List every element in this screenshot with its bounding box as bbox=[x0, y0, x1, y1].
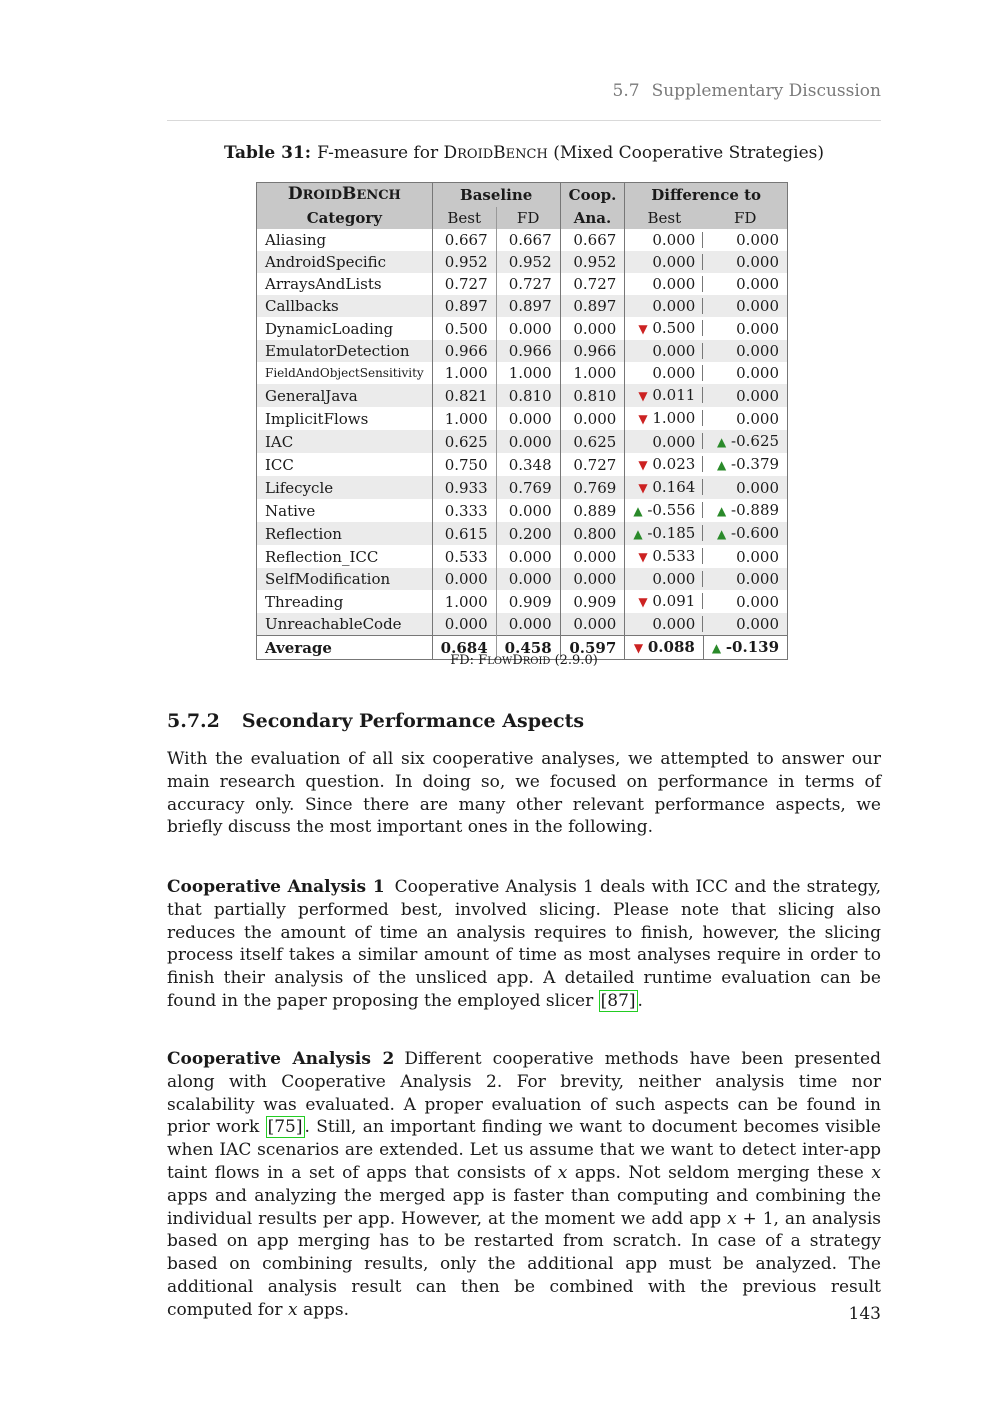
baseline-fd-cell: 0.000 bbox=[496, 545, 560, 568]
diff-fd-cell: ▲ -0.139 bbox=[703, 636, 787, 660]
table-row bbox=[257, 499, 788, 522]
intro-paragraph: With the evaluation of all six cooperative analyses, we attempted to answer our main research question. In doing so, we focused on performance in terms of accuracy only. Since there are many other relevant performance aspects, we briefly discuss the most important ones in the following. bbox=[167, 749, 881, 838]
baseline-fd-cell: 0.909 bbox=[496, 590, 560, 613]
header-baseline-fd: FD bbox=[496, 207, 560, 229]
running-header bbox=[167, 78, 881, 121]
table-row bbox=[257, 430, 788, 453]
baseline-fd-cell: 0.000 bbox=[496, 407, 560, 430]
baseline-fd-cell: 0.348 bbox=[496, 453, 560, 476]
diff-fd-cell: 0.000 bbox=[703, 568, 787, 590]
arrow-down-icon: ▼ bbox=[633, 641, 644, 655]
baseline-best-cell: 0.897 bbox=[432, 295, 496, 317]
caption-text: F-measure for bbox=[317, 143, 444, 163]
baseline-best-cell: 0.821 bbox=[432, 384, 496, 407]
category-cell: ArraysAndLists bbox=[257, 273, 433, 295]
baseline-best-cell: 0.933 bbox=[432, 476, 496, 499]
baseline-best-cell: 0.333 bbox=[432, 499, 496, 522]
diff-best-cell: ▲ -0.556 bbox=[625, 499, 704, 522]
diff-fd-cell: 0.000 bbox=[703, 273, 787, 295]
table-row bbox=[257, 273, 788, 295]
diff-fd-cell: ▲ -0.889 bbox=[703, 499, 787, 522]
category-cell: AndroidSpecific bbox=[257, 251, 433, 273]
diff-fd-cell: 0.000 bbox=[703, 317, 787, 340]
table-row bbox=[257, 568, 788, 590]
coop-cell: 0.597 bbox=[560, 636, 625, 660]
category-cell: Aliasing bbox=[257, 229, 433, 251]
paragraph-ca1: Cooperative Analysis 1 Cooperative Analysis 1 deals with ICC and the strategy, that partially performed best, involved slicing. Please note that slicing also reduces the amount of time an analysis requires to finish, however, the slicing process itself takes a similar amount of time as most analyses require in order to finish their analysis of the unsliced app. A detailed runtime evaluation can be found in the paper proposing the employed slicer [87] . bbox=[167, 877, 881, 1011]
baseline-best-cell: 0.667 bbox=[432, 229, 496, 251]
category-cell: Reflection bbox=[257, 522, 433, 545]
table-row bbox=[257, 476, 788, 499]
paragraph-text: Different cooperative methods have been presented along with Cooperative Analysis 2. For brevity, neither analysis time nor scalability was evaluated. A proper evaluation of such aspects can be found in prior work bbox=[167, 1049, 881, 1138]
diff-best-cell: 0.000 bbox=[625, 251, 704, 273]
diff-fd-cell: 0.000 bbox=[703, 407, 787, 430]
category-cell: FieldAndObjectSensitivity bbox=[257, 362, 433, 384]
baseline-fd-cell: 0.000 bbox=[496, 613, 560, 636]
baseline-best-cell: 0.727 bbox=[432, 273, 496, 295]
coop-cell: 0.667 bbox=[560, 229, 625, 251]
coop-cell: 1.000 bbox=[560, 362, 625, 384]
table-row bbox=[257, 229, 788, 251]
diff-best-cell: ▼ 0.164 bbox=[625, 476, 704, 499]
category-cell: UnreachableCode bbox=[257, 613, 433, 636]
diff-best-cell: 0.000 bbox=[625, 229, 704, 251]
diff-fd-cell: 0.000 bbox=[703, 362, 787, 384]
citation-link[interactable]: [75] bbox=[267, 1117, 303, 1138]
arrow-up-icon: ▲ bbox=[717, 458, 727, 472]
arrow-down-icon: ▼ bbox=[638, 481, 648, 495]
arrow-up-icon: ▲ bbox=[711, 641, 722, 655]
header-baseline-best: Best bbox=[432, 207, 496, 229]
diff-best-cell: 0.000 bbox=[625, 430, 704, 453]
category-cell: Average bbox=[257, 636, 433, 660]
baseline-best-cell: 1.000 bbox=[432, 407, 496, 430]
category-cell: Reflection_ICC bbox=[257, 545, 433, 568]
arrow-down-icon: ▼ bbox=[638, 458, 648, 472]
diff-fd-cell: 0.000 bbox=[703, 229, 787, 251]
arrow-up-icon: ▲ bbox=[633, 504, 643, 518]
table-row bbox=[257, 317, 788, 340]
coop-cell: 0.800 bbox=[560, 522, 625, 545]
arrow-down-icon: ▼ bbox=[638, 550, 648, 564]
baseline-fd-cell: 0.000 bbox=[496, 568, 560, 590]
category-cell: ICC bbox=[257, 453, 433, 476]
diff-best-cell: 0.000 bbox=[625, 568, 704, 590]
baseline-fd-cell: 0.810 bbox=[496, 384, 560, 407]
header-coop-top: Coop. bbox=[560, 183, 625, 208]
coop-cell: 0.769 bbox=[560, 476, 625, 499]
results-table bbox=[256, 182, 788, 660]
table-row bbox=[257, 362, 788, 384]
baseline-fd-cell: 1.000 bbox=[496, 362, 560, 384]
table-row bbox=[257, 453, 788, 476]
baseline-fd-cell: 0.000 bbox=[496, 499, 560, 522]
baseline-fd-cell: 0.000 bbox=[496, 430, 560, 453]
baseline-fd-cell: 0.769 bbox=[496, 476, 560, 499]
caption-text: (Mixed Cooperative Strategies) bbox=[547, 143, 824, 163]
caption-smallcaps: B bbox=[493, 143, 506, 163]
diff-fd-cell: 0.000 bbox=[703, 384, 787, 407]
table-row bbox=[257, 407, 788, 430]
caption-smallcaps: ENCH bbox=[505, 147, 548, 162]
citation-link[interactable]: [87] bbox=[600, 990, 636, 1011]
diff-best-cell: 0.000 bbox=[625, 273, 704, 295]
baseline-fd-cell: 0.667 bbox=[496, 229, 560, 251]
diff-fd-cell: ▲ -0.379 bbox=[703, 453, 787, 476]
caption-smallcaps: D bbox=[443, 143, 458, 163]
section-title: Secondary Performance Aspects bbox=[241, 710, 585, 732]
table-footnote: FD: FLOWDROID (2.9.0) bbox=[450, 653, 598, 668]
category-cell: Lifecycle bbox=[257, 476, 433, 499]
table-caption bbox=[167, 140, 881, 168]
caption-smallcaps: ROID bbox=[457, 147, 494, 162]
coop-cell: 0.897 bbox=[560, 295, 625, 317]
header-diff-best: Best bbox=[625, 207, 704, 229]
arrow-up-icon: ▲ bbox=[717, 435, 727, 449]
diff-best-cell: ▼ 0.091 bbox=[625, 590, 704, 613]
section-heading bbox=[167, 708, 584, 734]
table-row bbox=[257, 545, 788, 568]
page-number: 143 bbox=[848, 1304, 881, 1324]
baseline-fd-cell: 0.458 bbox=[496, 636, 560, 660]
coop-cell: 0.000 bbox=[560, 407, 625, 430]
table-row bbox=[257, 590, 788, 613]
coop-cell: 0.810 bbox=[560, 384, 625, 407]
header-category: Category bbox=[257, 207, 433, 229]
baseline-best-cell: 0.533 bbox=[432, 545, 496, 568]
diff-fd-cell: ▲ -0.600 bbox=[703, 522, 787, 545]
table-row bbox=[257, 340, 788, 362]
baseline-fd-cell: 0.000 bbox=[496, 317, 560, 340]
paragraph-ca1-title: Cooperative Analysis 1 bbox=[167, 877, 385, 897]
category-cell: Callbacks bbox=[257, 295, 433, 317]
arrow-up-icon: ▲ bbox=[717, 527, 727, 541]
diff-fd-cell: ▲ -0.625 bbox=[703, 430, 787, 453]
baseline-fd-cell: 0.727 bbox=[496, 273, 560, 295]
category-cell: ImplicitFlows bbox=[257, 407, 433, 430]
coop-cell: 0.000 bbox=[560, 613, 625, 636]
arrow-up-icon: ▲ bbox=[633, 527, 643, 541]
diff-best-cell: ▼ 0.088 bbox=[625, 636, 704, 660]
category-cell: DynamicLoading bbox=[257, 317, 433, 340]
category-cell: Native bbox=[257, 499, 433, 522]
diff-best-cell: 0.000 bbox=[625, 340, 704, 362]
diff-fd-cell: 0.000 bbox=[703, 590, 787, 613]
baseline-fd-cell: 0.952 bbox=[496, 251, 560, 273]
category-cell: IAC bbox=[257, 430, 433, 453]
coop-cell: 0.889 bbox=[560, 499, 625, 522]
coop-cell: 0.727 bbox=[560, 453, 625, 476]
category-cell: SelfModification bbox=[257, 568, 433, 590]
baseline-best-cell: 0.952 bbox=[432, 251, 496, 273]
table-caption-label: Table 31: bbox=[224, 143, 312, 163]
baseline-best-cell: 0.684 bbox=[432, 636, 496, 660]
baseline-best-cell: 0.625 bbox=[432, 430, 496, 453]
arrow-up-icon: ▲ bbox=[717, 504, 727, 518]
baseline-best-cell: 0.500 bbox=[432, 317, 496, 340]
coop-cell: 0.966 bbox=[560, 340, 625, 362]
baseline-fd-cell: 0.897 bbox=[496, 295, 560, 317]
header-diff-fd: FD bbox=[703, 207, 787, 229]
header-coop-bottom: Ana. bbox=[560, 207, 625, 229]
table-row bbox=[257, 613, 788, 636]
baseline-fd-cell: 0.966 bbox=[496, 340, 560, 362]
diff-best-cell: 0.000 bbox=[625, 613, 704, 636]
diff-best-cell: ▼ 0.533 bbox=[625, 545, 704, 568]
baseline-best-cell: 0.615 bbox=[432, 522, 496, 545]
coop-cell: 0.909 bbox=[560, 590, 625, 613]
paragraph-ca2-title: Cooperative Analysis 2 bbox=[167, 1049, 395, 1069]
category-cell: EmulatorDetection bbox=[257, 340, 433, 362]
paragraph-text: Cooperative Analysis 1 deals with ICC and the strategy, that partially performed best, involved slicing. Please note that slicing also reduces the amount of time an analysis requires to finish, however, the slicing process itself takes a similar amount of time as most analyses require in order to finish their analysis of the unsliced app. A detailed runtime evaluation can be found in the paper proposing the employed slicer bbox=[167, 877, 881, 1011]
diff-fd-cell: 0.000 bbox=[703, 476, 787, 499]
diff-best-cell: ▲ -0.185 bbox=[625, 522, 704, 545]
table-row bbox=[257, 384, 788, 407]
coop-cell: 0.000 bbox=[560, 568, 625, 590]
header-section-title: Supplementary Discussion bbox=[651, 81, 881, 101]
header-section-number: 5.7 bbox=[612, 81, 640, 101]
arrow-down-icon: ▼ bbox=[638, 322, 648, 336]
baseline-fd-cell: 0.200 bbox=[496, 522, 560, 545]
diff-fd-cell: 0.000 bbox=[703, 613, 787, 636]
table-row bbox=[257, 522, 788, 545]
coop-cell: 0.000 bbox=[560, 317, 625, 340]
diff-best-cell: ▼ 1.000 bbox=[625, 407, 704, 430]
diff-best-cell: ▼ 0.023 bbox=[625, 453, 704, 476]
category-cell: Threading bbox=[257, 590, 433, 613]
coop-cell: 0.952 bbox=[560, 251, 625, 273]
table-body bbox=[257, 229, 788, 660]
diff-fd-cell: 0.000 bbox=[703, 340, 787, 362]
coop-cell: 0.000 bbox=[560, 545, 625, 568]
header-category-top: DROIDBENCH bbox=[257, 183, 433, 208]
baseline-best-cell: 1.000 bbox=[432, 590, 496, 613]
arrow-down-icon: ▼ bbox=[638, 389, 648, 403]
arrow-down-icon: ▼ bbox=[638, 412, 648, 426]
header-difference: Difference to bbox=[625, 183, 788, 208]
diff-fd-cell: 0.000 bbox=[703, 545, 787, 568]
diff-best-cell: ▼ 0.011 bbox=[625, 384, 704, 407]
section-number: 5.7.2 bbox=[167, 710, 220, 732]
baseline-best-cell: 0.000 bbox=[432, 568, 496, 590]
arrow-down-icon: ▼ bbox=[638, 595, 648, 609]
diff-fd-cell: 0.000 bbox=[703, 251, 787, 273]
category-cell: GeneralJava bbox=[257, 384, 433, 407]
table-row bbox=[257, 251, 788, 273]
baseline-best-cell: 0.966 bbox=[432, 340, 496, 362]
coop-cell: 0.625 bbox=[560, 430, 625, 453]
diff-fd-cell: 0.000 bbox=[703, 295, 787, 317]
table-row bbox=[257, 295, 788, 317]
diff-best-cell: 0.000 bbox=[625, 362, 704, 384]
header-baseline: Baseline bbox=[432, 183, 560, 208]
baseline-best-cell: 0.750 bbox=[432, 453, 496, 476]
coop-cell: 0.727 bbox=[560, 273, 625, 295]
diff-best-cell: 0.000 bbox=[625, 295, 704, 317]
baseline-best-cell: 0.000 bbox=[432, 613, 496, 636]
baseline-best-cell: 1.000 bbox=[432, 362, 496, 384]
diff-best-cell: ▼ 0.500 bbox=[625, 317, 704, 340]
paragraph-ca2: Cooperative Analysis 2 Different cooperative methods have been presented along with Cooperative Analysis 2. For brevity, neither analysis time nor scalability was evaluated. A proper evaluation of such aspects can be found in prior work [75] . Still, an important finding we want to document becomes visible when IAC scenarios are extended. Let us assume that we want to detect inter-app taint flows in a set of apps that consists of x apps. Not seldom merging these x apps and analyzing the merged app is faster than computing and combining the individual results per app. However, at the moment we add app x + 1, an analysis based on app merging has to be restarted from scratch. In case of a strategy based on combining results, only the additional app must be analyzed. The additional analysis result can then be combined with the previous result computed for x apps. bbox=[167, 1049, 882, 1320]
